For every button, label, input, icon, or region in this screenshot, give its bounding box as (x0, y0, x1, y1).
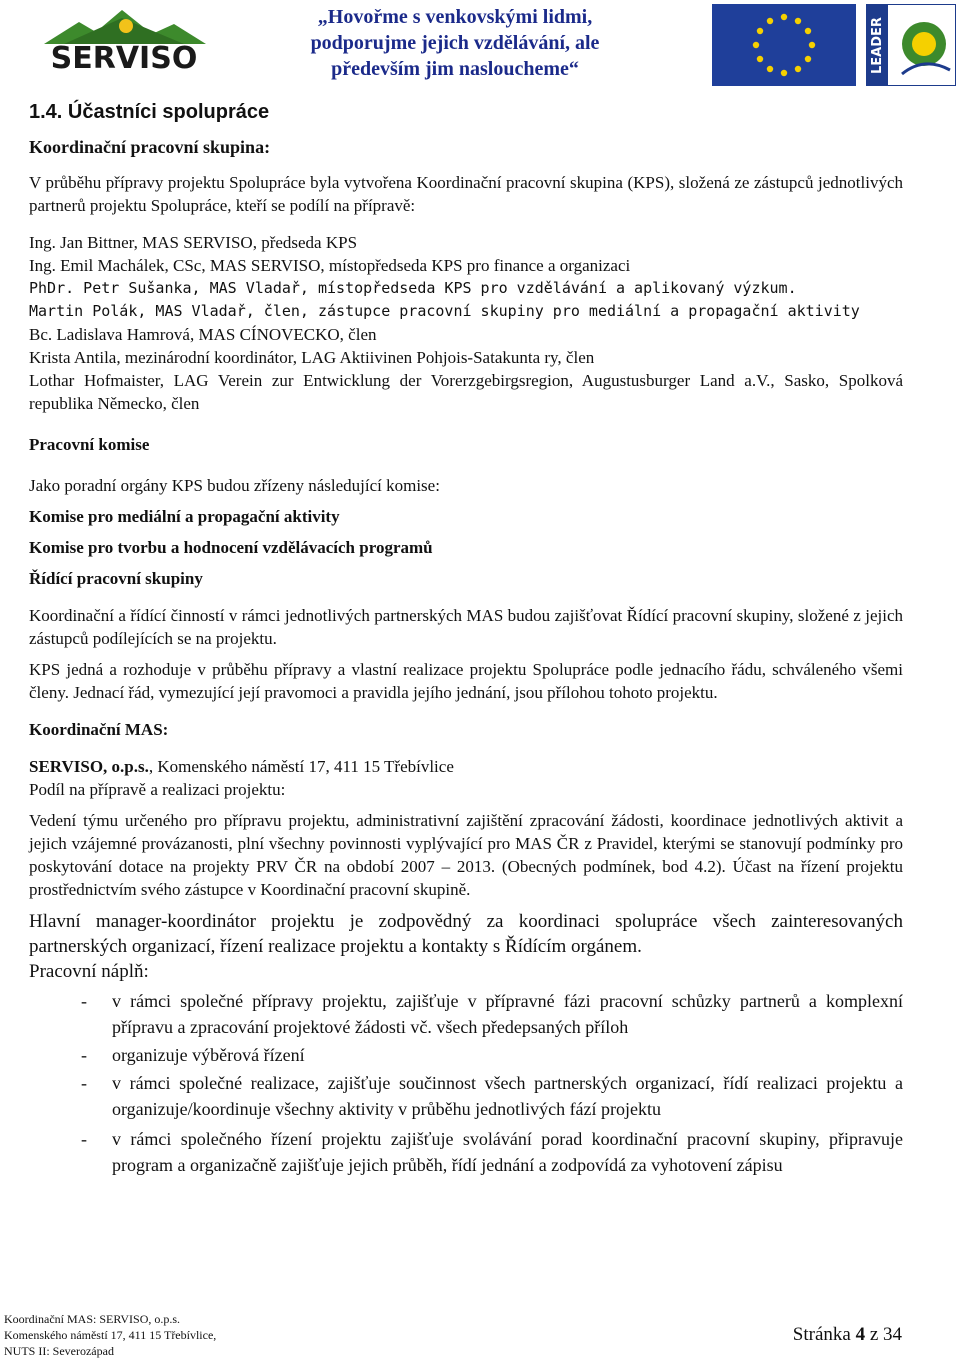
kps-member: Krista Antila, mezinárodní koordinátor, LAG Aktiivinen Pohjois-Satakunta ry, člen (29, 348, 595, 367)
list-item (29, 1070, 903, 1122)
coord-address: , Komenského náměstí 17, 411 15 Třebívlice (148, 757, 454, 776)
footer-line-3: NUTS II: Severozápad (4, 1344, 114, 1358)
section-title: 1.4. Účastníci spolupráce (29, 101, 270, 123)
commission-heading: Pracovní komise (29, 435, 150, 454)
leader-logo-text: LEADER (870, 17, 885, 74)
commission-2: Komise pro tvorbu a hodnocení vzdělávacích programů (29, 538, 433, 557)
duties-label: Pracovní náplň: (29, 961, 149, 982)
motto-line-3: především jim nasloucheme“ (331, 58, 579, 80)
leader-logo (866, 4, 956, 86)
motto-line-1: „Hovořme s venkovskými lidmi, (317, 6, 593, 28)
serviso-logo-text: SERVISO (50, 41, 198, 74)
dash-bullet: - (81, 991, 87, 1011)
duties-list (29, 988, 903, 1178)
kps-rules: KPS jedná a rozhoduje v průběhu přípravy a vlastní realizace projektu Spolupráce podle jednacího řádu, schváleného všemi členy. Jednací řád, vymezující její pravomoci a pravidla jejího jednání, jsou přílohou tohoto projektu. (29, 660, 903, 702)
duty-text: organizuje výběrová řízení (112, 1045, 305, 1065)
eu-flag-logo (712, 4, 856, 86)
dash-bullet: - (81, 1129, 87, 1149)
footer-line-2: Komenského náměstí 17, 411 15 Třebívlice, (4, 1328, 217, 1342)
kps-members (29, 231, 903, 415)
commission-1: Komise pro mediální a propagační aktivity (29, 507, 340, 526)
motto-line-2: podporujme jejich vzdělávání, ale (310, 32, 600, 54)
kps-member: Ing. Jan Bittner, MAS SERVISO, předseda KPS (29, 233, 358, 252)
document-body (29, 95, 903, 1180)
page-suffix: z 34 (865, 1324, 902, 1345)
kps-member: Martin Polák, MAS Vladař, člen, zástupce pracovní skupiny pro mediální a propagační aktivity (29, 302, 860, 320)
share-label: Podíl na přípravě a realizaci projektu: (29, 780, 286, 799)
list-item (29, 1042, 903, 1068)
coord-line (29, 755, 903, 778)
footer-line-1: Koordinační MAS: SERVISO, o.p.s. (4, 1312, 181, 1326)
kps-intro: V průběhu přípravy projektu Spolupráce byla vytvořena Koordinační pracovní skupina (KPS), složená ze zástupců jednotlivých partnerů projektu Spolupráce, kteří se podílí na přípravě: (29, 173, 903, 215)
page-prefix: Stránka (792, 1324, 856, 1345)
motto (285, 4, 625, 82)
kps-member: Lothar Hofmaister, LAG Verein zur Entwicklung der Vorerzgebirgsregion, Augustusburger Land a.V., Sasko, Spolková republika Německo, člen (29, 371, 903, 413)
page-number (793, 1324, 902, 1346)
steering-heading: Řídící pracovní skupiny (29, 569, 203, 588)
page-header (0, 0, 960, 95)
serviso-logo (34, 4, 214, 74)
kps-member: Ing. Emil Machálek, CSc, MAS SERVISO, místopředseda KPS pro finance a organizaci (29, 256, 631, 275)
list-item (29, 1126, 903, 1178)
coord-name: SERVISO, o.p.s. (29, 757, 149, 776)
page-current: 4 (855, 1324, 866, 1345)
coord-heading: Koordinační MAS: (29, 720, 169, 739)
dash-bullet: - (81, 1045, 87, 1065)
share-text: Vedení týmu určeného pro přípravu projektu, administrativní zajištění zpracování žádosti, koordinace jednotlivých aktivit a jejich vzájemné provázanosti, plní všechny povinnosti vyplývající pro MAS ČR z Pravidel, kterými se stanovují podmínky pro poskytování dotace na projekty PRV ČR na období 2007 – 2013. (Obecných podmínek, bod 4.2). Účast na řízení projektu prostřednictvím svého zástupce v Koordinační pracovní skupině. (29, 811, 903, 899)
list-item (29, 988, 903, 1040)
dash-bullet: - (81, 1073, 87, 1093)
steering-text: Koordinační a řídící činností v rámci jednotlivých partnerských MAS budou zajišťovat Řídící pracovní skupiny, složené z jejich zástupců podílejících se na projektu. (29, 606, 903, 648)
manager-text: Hlavní manager-koordinátor projektu je zodpovědný za koordinaci spolupráce všech zainteresovaných partnerských organizací, řízení realizace projektu a kontakty s Řídícím orgánem. (29, 911, 903, 957)
kps-heading: Koordinační pracovní skupina: (29, 137, 271, 157)
duty-text: v rámci společné realizace, zajišťuje součinnost všech partnerských organizací, řídí realizaci projektu a organizuje/koordinuje všechny aktivity v průběhu jednotlivých fází projektu (112, 1073, 903, 1119)
kps-member: Bc. Ladislava Hamrová, MAS CÍNOVECKO, člen (29, 325, 377, 344)
duty-text: v rámci společného řízení projektu zajišťuje svolávání porad koordinační pracovní skupiny, připravuje program a organizačně zajišťuje jejich průběh, řídí jednání a zodpovídá za vyhotovení zápisu (112, 1129, 903, 1175)
footer-address (4, 1311, 216, 1359)
duty-text: v rámci společné přípravy projektu, zajišťuje v přípravné fázi pracovní schůzky partnerů a komplexní přípravu a zpracování projektové žádosti vč. všech předepsaných příloh (112, 991, 903, 1037)
commission-intro: Jako poradní orgány KPS budou zřízeny následující komise: (29, 476, 440, 495)
kps-member: PhDr. Petr Sušanka, MAS Vladař, místopředseda KPS pro vzdělávání a aplikovaný výzkum. (29, 279, 797, 297)
